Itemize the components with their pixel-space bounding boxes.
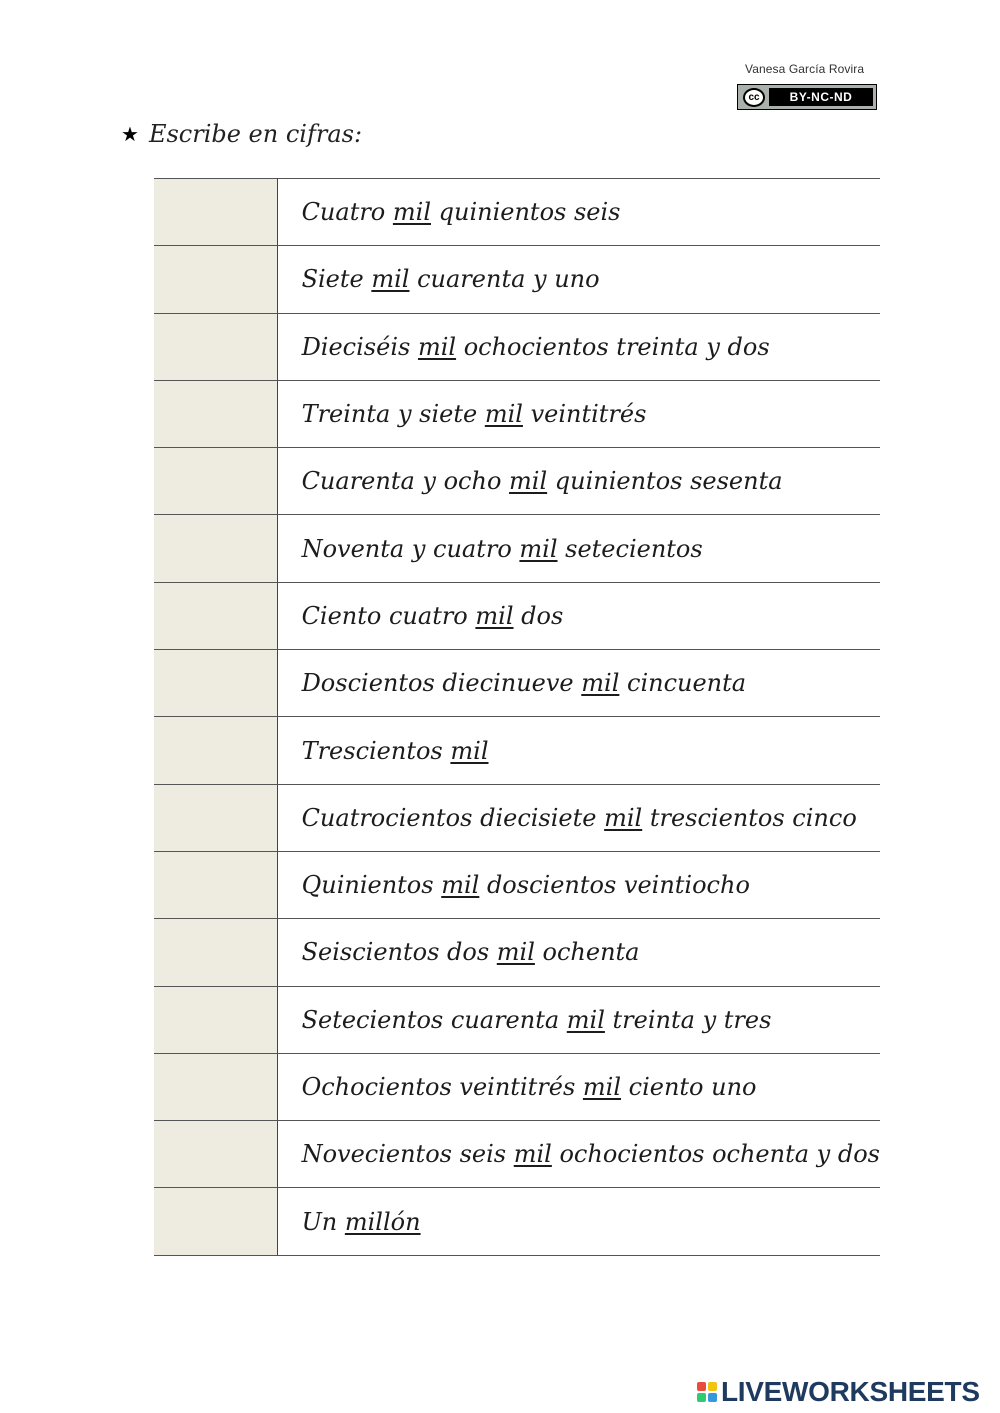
- table-row: [154, 380, 880, 447]
- words-before: Cuatro: [301, 198, 393, 227]
- number-words-cell: [277, 246, 880, 313]
- table-row: [154, 717, 880, 784]
- words-after: ochocientos ochenta y dos: [551, 1140, 880, 1169]
- logo-square: [708, 1382, 717, 1391]
- number-words-cell: [277, 919, 880, 986]
- answer-input-cell[interactable]: [154, 717, 277, 784]
- answer-input-cell[interactable]: [154, 919, 277, 986]
- table-row: [154, 919, 880, 986]
- words-after: cincuenta: [619, 669, 747, 698]
- words-after: ciento uno: [621, 1073, 757, 1101]
- table-row: [154, 1121, 880, 1188]
- words-before: Novecientos seis: [301, 1140, 514, 1169]
- liveworksheets-icon: [697, 1382, 717, 1402]
- words-before: Siete: [301, 265, 372, 294]
- table-row: [154, 986, 880, 1053]
- table-row: [154, 313, 880, 380]
- number-words-cell: [277, 515, 880, 582]
- number-words-cell: [277, 1121, 880, 1188]
- answer-input-cell[interactable]: [154, 1121, 277, 1188]
- words-before: Trescientos: [301, 736, 451, 765]
- words-after: setecientos: [557, 534, 703, 563]
- number-words-cell: [277, 582, 880, 649]
- underlined-mil: mil: [519, 534, 558, 563]
- underlined-mil: mil: [513, 1140, 552, 1169]
- answer-input-cell[interactable]: [154, 784, 277, 851]
- number-words-cell: [277, 448, 880, 515]
- words-after: ochocientos treinta y dos: [456, 332, 770, 361]
- star-icon: ★: [121, 122, 139, 146]
- words-before: Cuatrocientos diecisiete: [301, 803, 605, 832]
- underlined-mil: mil: [484, 400, 523, 429]
- logo-square: [708, 1393, 717, 1402]
- words-after: treinta y tres: [604, 1005, 772, 1034]
- underlined-mil: mil: [509, 467, 548, 496]
- underlined-mil: mil: [496, 938, 535, 967]
- words-before: Dieciséis: [301, 332, 418, 361]
- words-before: Ochocientos veintitrés: [301, 1073, 583, 1101]
- words-after: trescientos cinco: [642, 803, 857, 832]
- table-row: [154, 650, 880, 717]
- words-after: dos: [513, 601, 564, 630]
- license-label: BY-NC-ND: [769, 88, 873, 106]
- cc-license-badge: [737, 84, 877, 110]
- underlined-mil: mil: [566, 1005, 605, 1034]
- number-words-cell: [277, 179, 880, 246]
- number-words-cell: [277, 380, 880, 447]
- words-after: doscientos veintiocho: [479, 871, 750, 900]
- words-before: Ciento cuatro: [301, 601, 476, 630]
- underlined-mil: millón: [344, 1207, 421, 1236]
- words-after: quinientos seis: [431, 198, 621, 227]
- underlined-mil: mil: [392, 198, 431, 227]
- answer-input-cell[interactable]: [154, 986, 277, 1053]
- table-row: [154, 448, 880, 515]
- underlined-mil: mil: [582, 1073, 621, 1101]
- number-words-cell: [277, 986, 880, 1053]
- answer-input-cell[interactable]: [154, 1053, 277, 1120]
- underlined-mil: mil: [450, 736, 489, 765]
- words-before: Setecientos cuarenta: [301, 1005, 567, 1034]
- underlined-mil: mil: [581, 669, 620, 698]
- answer-input-cell[interactable]: [154, 851, 277, 918]
- words-before: Un: [301, 1207, 345, 1236]
- underlined-mil: mil: [441, 871, 480, 900]
- logo-square: [697, 1382, 706, 1391]
- number-words-cell: [277, 784, 880, 851]
- brand-name: LIVEWORKSHEETS: [721, 1376, 980, 1407]
- author-name: Vanesa García Rovira: [745, 62, 865, 76]
- logo-square: [697, 1393, 706, 1402]
- words-before: Seiscientos dos: [301, 938, 497, 967]
- answer-input-cell[interactable]: [154, 380, 277, 447]
- underlined-mil: mil: [417, 332, 457, 361]
- answer-input-cell[interactable]: [154, 515, 277, 582]
- number-words-cell: [277, 851, 880, 918]
- answer-input-cell[interactable]: [154, 448, 277, 515]
- table-row: [154, 851, 880, 918]
- number-words-cell: [277, 717, 880, 784]
- answer-input-cell[interactable]: [154, 313, 277, 380]
- cc-icon: cc: [743, 88, 765, 107]
- answer-input-cell[interactable]: [154, 582, 277, 649]
- number-words-cell: [277, 1188, 880, 1255]
- words-after: quinientos sesenta: [547, 467, 783, 496]
- table-row: [154, 515, 880, 582]
- instruction-heading: [121, 120, 362, 148]
- answer-input-cell[interactable]: [154, 246, 277, 313]
- table-row: [154, 1053, 880, 1120]
- number-words-cell: [277, 650, 880, 717]
- words-after: ochenta: [534, 938, 640, 967]
- words-after: cuarenta y uno: [409, 265, 600, 294]
- underlined-mil: mil: [604, 803, 643, 832]
- words-before: Cuarenta y ocho: [301, 467, 510, 496]
- instruction-text: Escribe en cifras:: [148, 120, 363, 148]
- words-after: veintitrés: [522, 400, 647, 429]
- words-before: Noventa y cuatro: [301, 534, 520, 563]
- number-writing-table: [154, 178, 880, 1256]
- answer-input-cell[interactable]: [154, 179, 277, 246]
- table-row: [154, 784, 880, 851]
- number-words-cell: [277, 313, 880, 380]
- number-words-cell: [277, 1053, 880, 1120]
- words-before: Doscientos diecinueve: [301, 669, 582, 698]
- answer-input-cell[interactable]: [154, 650, 277, 717]
- underlined-mil: mil: [475, 601, 514, 630]
- underlined-mil: mil: [371, 265, 410, 294]
- liveworksheets-logo: [697, 1376, 980, 1408]
- answer-input-cell[interactable]: [154, 1188, 277, 1255]
- table-row: [154, 582, 880, 649]
- table-row: [154, 246, 880, 313]
- words-before: Quinientos: [301, 871, 442, 900]
- words-before: Treinta y siete: [301, 400, 485, 429]
- table-row: [154, 179, 880, 246]
- table-row: [154, 1188, 880, 1255]
